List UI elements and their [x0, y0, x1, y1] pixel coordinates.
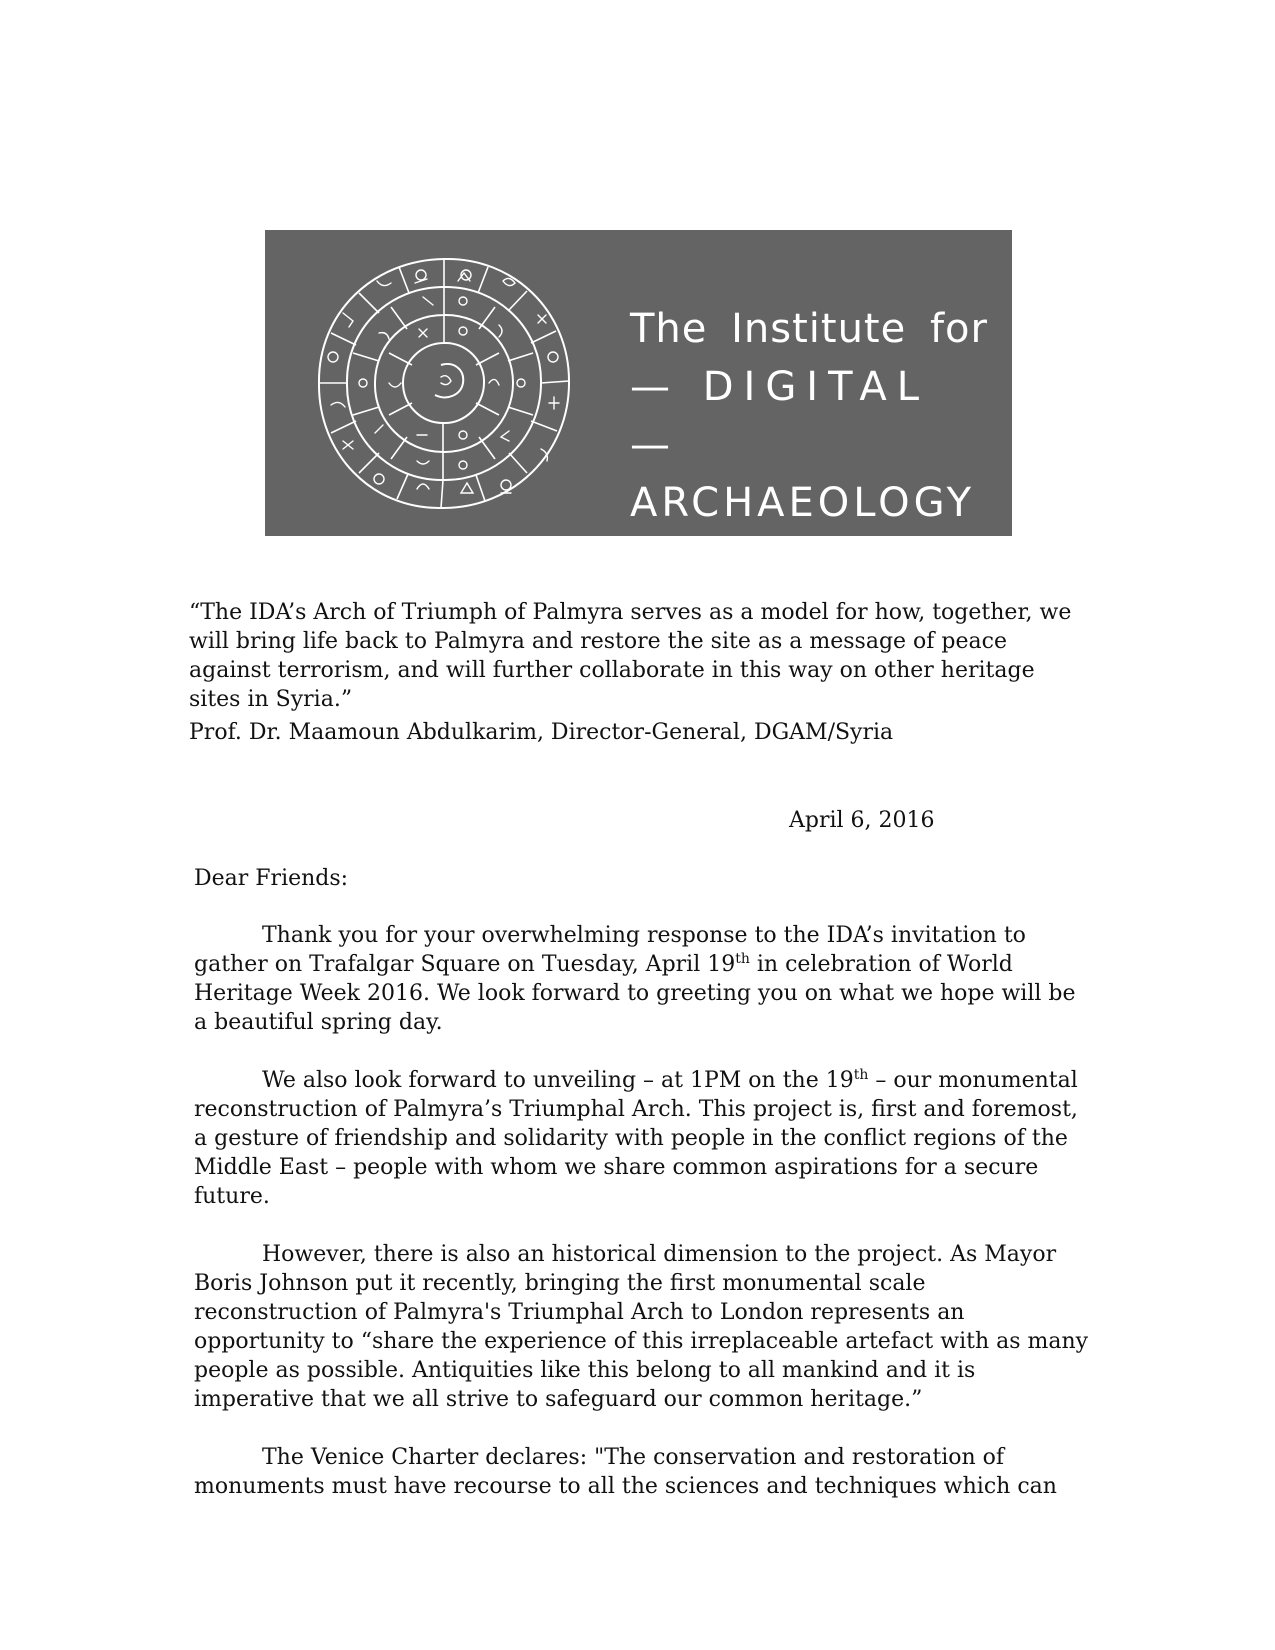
paragraph-2-text-a: We also look forward to unveiling – at 1PM on the 19: [262, 1068, 854, 1093]
logo-line-1: The Institute for: [630, 306, 988, 352]
paragraph-1-text-a: Thank you for your overwhelming response to the IDA’s invitation to gather on Trafalgar Square on Tuesday, April 19: [194, 923, 1026, 977]
paragraph-2: [194, 1066, 1094, 1211]
paragraph-2-superscript: th: [853, 1067, 869, 1083]
quote-attribution: Prof. Dr. Maamoun Abdulkarim, Director-General, DGAM/Syria: [189, 720, 894, 745]
institute-wordmark: [630, 300, 990, 532]
paragraph-3: However, there is also an historical dimension to the project. As Mayor Boris Johnson put it recently, bringing the first monumental scale reconstruction of Palmyra's Triumphal Arch to London represents an opportunity to “share the experience of this irreplaceable artefact with as many people as possible. Antiquities like this belong to all mankind and it is imperative that we all strive to safeguard our common heritage.”: [194, 1242, 1089, 1412]
letter-body: [194, 921, 1094, 1530]
paragraph-1-superscript: th: [735, 951, 750, 967]
paragraph-4: The Venice Charter declares: "The conservation and restoration of monuments must have recourse to all the sciences and techniques which can: [194, 1445, 1057, 1499]
logo-line-2: — DIGITAL —: [630, 364, 930, 468]
phaistos-disc-icon: [313, 253, 575, 515]
paragraph-2-text-b: – our monumental reconstruction of Palmyra’s Triumphal Arch. This project is, first and foremost, a gesture of friendship and solidarity with people in the conflict regions of the Middle East – people with whom we share common aspirations for a secure future.: [194, 1068, 1078, 1209]
letter-date: April 6, 2016: [789, 808, 935, 833]
epigraph-quote: “The IDA’s Arch of Triumph of Palmyra serves as a model for how, together, we will bring life back to Palmyra and restore the site as a message of peace against terrorism, and will further collaborate in this way on other heritage sites in Syria.”: [189, 600, 1072, 712]
paragraph-1-text-b: in celebration of World Heritage Week 2016. We look forward to greeting you on what we hope will be a beautiful spring day.: [194, 952, 1076, 1035]
header-logo-banner: [265, 230, 1012, 536]
paragraph-1: [194, 921, 1094, 1037]
logo-line-3: ARCHAEOLOGY: [630, 480, 976, 526]
letter-salutation: Dear Friends:: [194, 866, 349, 891]
